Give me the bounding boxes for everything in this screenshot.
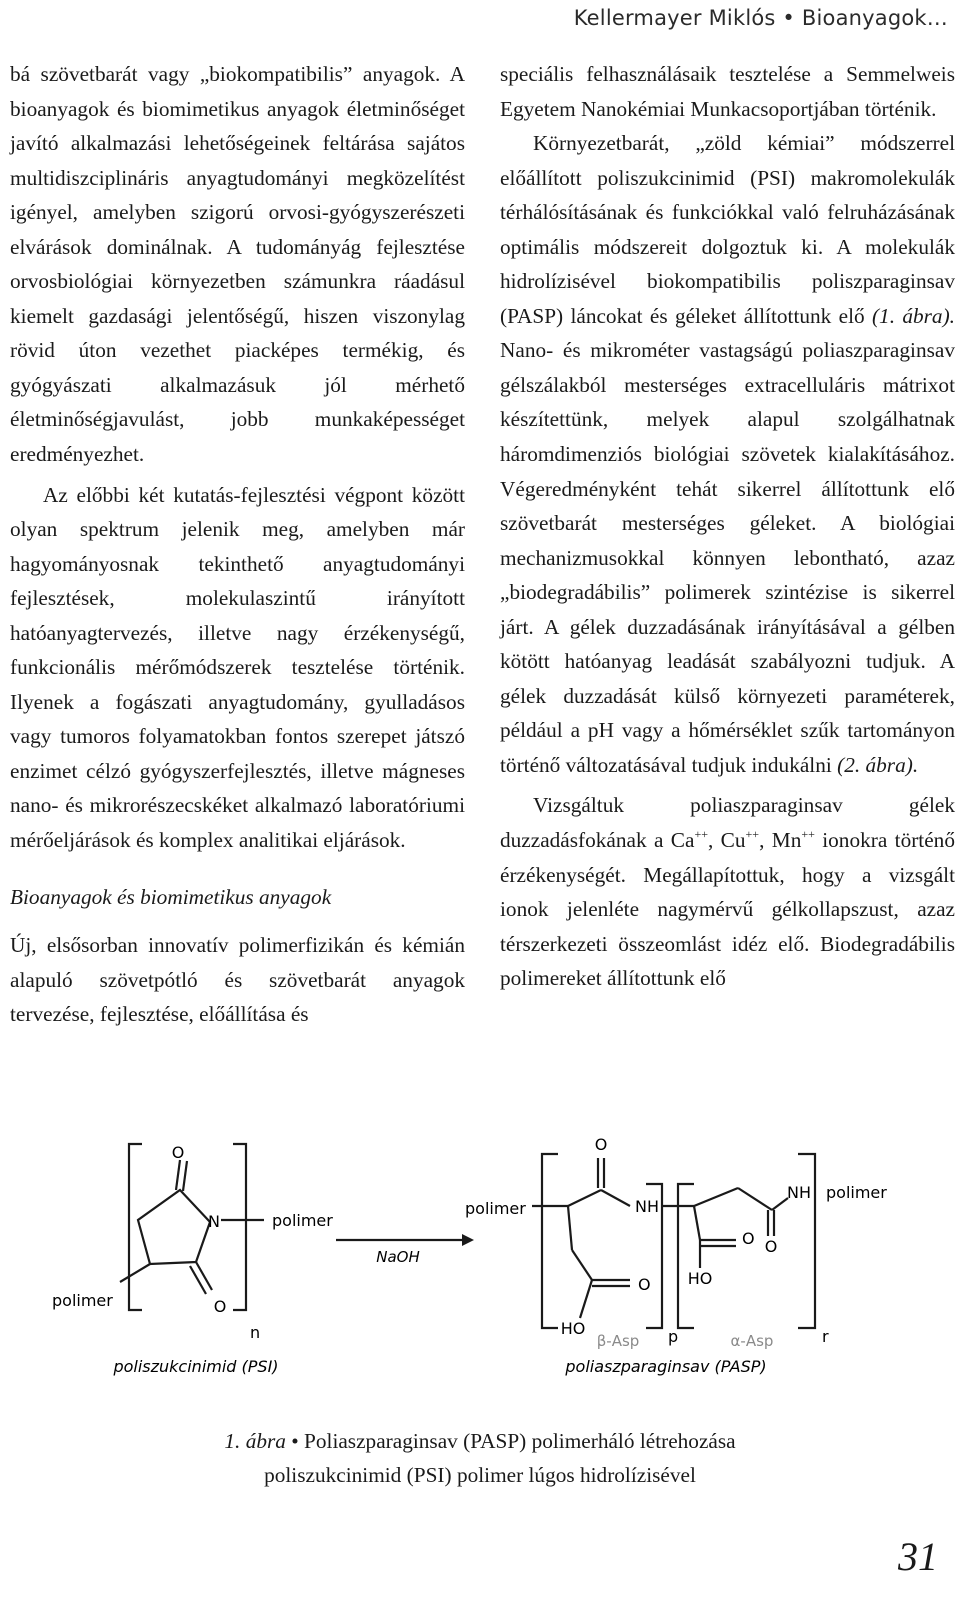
alpha-nh: NH (787, 1183, 811, 1202)
psi-n: N (208, 1212, 220, 1231)
reaction-scheme-svg (0, 1120, 960, 1410)
pasp-polimer-left: polimer (465, 1199, 526, 1218)
figure-1-reference: (1. ábra). (871, 303, 955, 328)
beta-carboxyl-oh (580, 1280, 592, 1318)
beta-asp-label: β-Asp (596, 1332, 640, 1350)
manganese-charge: ++ (801, 826, 815, 841)
beta-o-carboxyl: O (638, 1275, 651, 1294)
right-paragraph-1: speciális felhasználásaik tesztelése a Semmelweis Egyetem Nanokémiai Munkacsoportjában történik. (500, 62, 955, 121)
psi-polimer-left: polimer (52, 1291, 113, 1310)
right-column (500, 57, 955, 996)
left-paragraph-2: Az előbbi két kutatás-fejlesztési végpont között olyan spektrum jelenik meg, amelyben már hagyományosnak tekinthető anyagtudományi fejlesztések, molekulaszintű irányított hatóanyagtervezés, illetve nagy érzékenységű, funkcionális mérőmódszerek tesztelése történik. Ilyenek a fogászati anyagtudomány, gyulladásos vagy tumoros folyamatokban fontos szerepet játszó enzimet célzó gyógyszerfejlesztés, illetve mágneses nano- és mikrorészecskéket alkalmazó laboratóriumi mérőeljárások és komplex analitikai eljárások. (10, 482, 465, 853)
figure-2-reference: (2. ábra). (837, 752, 919, 777)
calcium-charge: ++ (694, 826, 708, 841)
right-paragraph-3-text-a: Vizsgáltuk poliaszparaginsav gélek duzzadásfokának a Ca (500, 793, 955, 853)
alpha-nh-bond (772, 1198, 788, 1210)
pasp-outer-left-bracket (542, 1154, 558, 1328)
reaction-arrow-head (462, 1234, 474, 1246)
caption-line-1 (0, 1424, 960, 1458)
beta-side-2 (572, 1250, 592, 1280)
alpha-backbone-3 (738, 1188, 772, 1210)
right-paragraph-2 (500, 126, 955, 782)
psi-carbonyl-bottom (196, 1262, 212, 1290)
caption-figure-number: 1. ábra (224, 1429, 286, 1453)
alpha-asp-label: α-Asp (730, 1332, 774, 1350)
alpha-backbone-2 (694, 1188, 738, 1206)
alpha-ho: HO (687, 1269, 713, 1288)
figure-caption (0, 1424, 960, 1492)
running-header: Kellermayer Miklós • Bioanyagok… (573, 6, 948, 30)
reaction-scheme-figure (0, 1120, 960, 1410)
pasp-subscript-p: p (668, 1327, 679, 1346)
right-paragraph-2-text-b: Nano- és mikrométer vastagságú poliaszparaginsav gélszálakból mesterséges extracelluláris mátrixot készítettünk, melyek alapul szolgálhatnak háromdimenziós biológiai szövetek kialakításához. Végeredményként tehát sikerrel állítottunk elő szövetbarát mesterséges géleket. A biológiai mechanizmusokkal könnyen lebontható, azaz „biodegradábilis” polimerek szintézise is sikerrel járt. A gélek duzzadásának irányításával a gélben kötött hatóanyag leadását szabályozni tudjuk. A gélek duzzadását külső környezeti paraméterek, például a pH vagy a hőmérséklet szűk tartományon történő változatásával tudjuk indukálni (500, 338, 955, 777)
page-number: 31 (898, 1534, 938, 1579)
caption-line-2: poliszukcinimid (PSI) polimer lúgos hidrolízisével (264, 1463, 696, 1487)
beta-ho: HO (560, 1319, 586, 1338)
psi-left-polimer-bond (120, 1264, 150, 1282)
alpha-backbone-1 (694, 1206, 700, 1240)
beta-side-1 (568, 1206, 572, 1250)
pasp-name-label: poliaszparaginsav (PASP) (565, 1357, 767, 1376)
psi-polimer-right: polimer (272, 1211, 333, 1230)
pasp-subscript-r: r (822, 1327, 829, 1346)
psi-carbonyl-top-double (183, 1161, 187, 1191)
right-paragraph-2-text-a: Környezetbarát, „zöld kémiai” módszerrel előállított poliszukcinimid (PSI) makromolekulák térhálósításának és funkciókkal való felruházásának optimális módszereit dolgoztuk ki. A molekulák hidrolízisével biokompatibilis poliszparaginsav (PASP) láncokat és géleket állítottunk elő (500, 131, 955, 328)
beta-backbone-2 (601, 1190, 630, 1206)
left-column (10, 57, 465, 1032)
psi-carbonyl-top (176, 1160, 180, 1190)
caption-text-1: Poliaszparaginsav (PASP) polimerháló létrehozása (304, 1429, 736, 1453)
section-title: Bioanyagok és biomimetikus anyagok (10, 884, 332, 909)
psi-o-top: O (171, 1143, 185, 1162)
pasp-polimer-right: polimer (826, 1183, 887, 1202)
right-paragraph-3-text-d: ionokra történő érzékenységét. Megállapítottuk, hogy a vizsgált ionok jelenléte nagymérvű gélkollapszust, azaz térszerkezeti összeomlást idéz elő. Biodegradábilis polimereket állítottunk elő (500, 828, 955, 991)
caption-bullet: • (285, 1429, 305, 1453)
psi-right-bracket (233, 1144, 246, 1310)
left-paragraph-1: bá szövetbarát vagy „biokompatibilis” anyagok. A bioanyagok és biomimetikus anyagok életminőséget javító alkalmazási lehetőségeinek feltárása sajátos multidiszciplináris anyagtudományi megközelítést igényel, amelyben szigorú orvosi-gyógyszerészeti elvárások dominálnak. A tudományág fejlesztése orvosbiológiai környezetben számunkra ráadásul kiemelt gazdasági jelentőségű, hiszen viszonylag rövid úton vezethet piacképes termékig, és gyógyászati alkalmazásuk jól mérhető életminőségjavulást, jobb munkaképességet eredményezhet. (10, 62, 465, 467)
beta-nh: NH (635, 1197, 659, 1216)
right-paragraph-3 (500, 788, 955, 995)
left-paragraph-3: Új, elsősorban innovatív polimerfizikán és kémián alapuló szövetpótló és szövetbarát anyagok tervezése, fejlesztése, előállítása és (10, 933, 465, 1027)
psi-carbonyl-bottom-double (190, 1266, 206, 1294)
beta-backbone-1 (568, 1190, 601, 1206)
psi-name-label: poliszukcinimid (PSI) (113, 1357, 279, 1376)
psi-o-bottom: O (213, 1297, 227, 1316)
alpha-o-amide: O (764, 1237, 778, 1256)
right-paragraph-3-text-c: , Mn (759, 828, 802, 853)
pasp-outer-right-bracket (798, 1154, 815, 1328)
right-paragraph-3-text-b: , Cu (708, 828, 746, 853)
copper-charge: ++ (745, 826, 760, 841)
alpha-o-carboxyl: O (742, 1229, 755, 1248)
naoh-label: NaOH (376, 1248, 420, 1266)
psi-ring (138, 1190, 210, 1264)
beta-o-top: O (594, 1135, 608, 1154)
psi-subscript-n: n (250, 1323, 261, 1342)
